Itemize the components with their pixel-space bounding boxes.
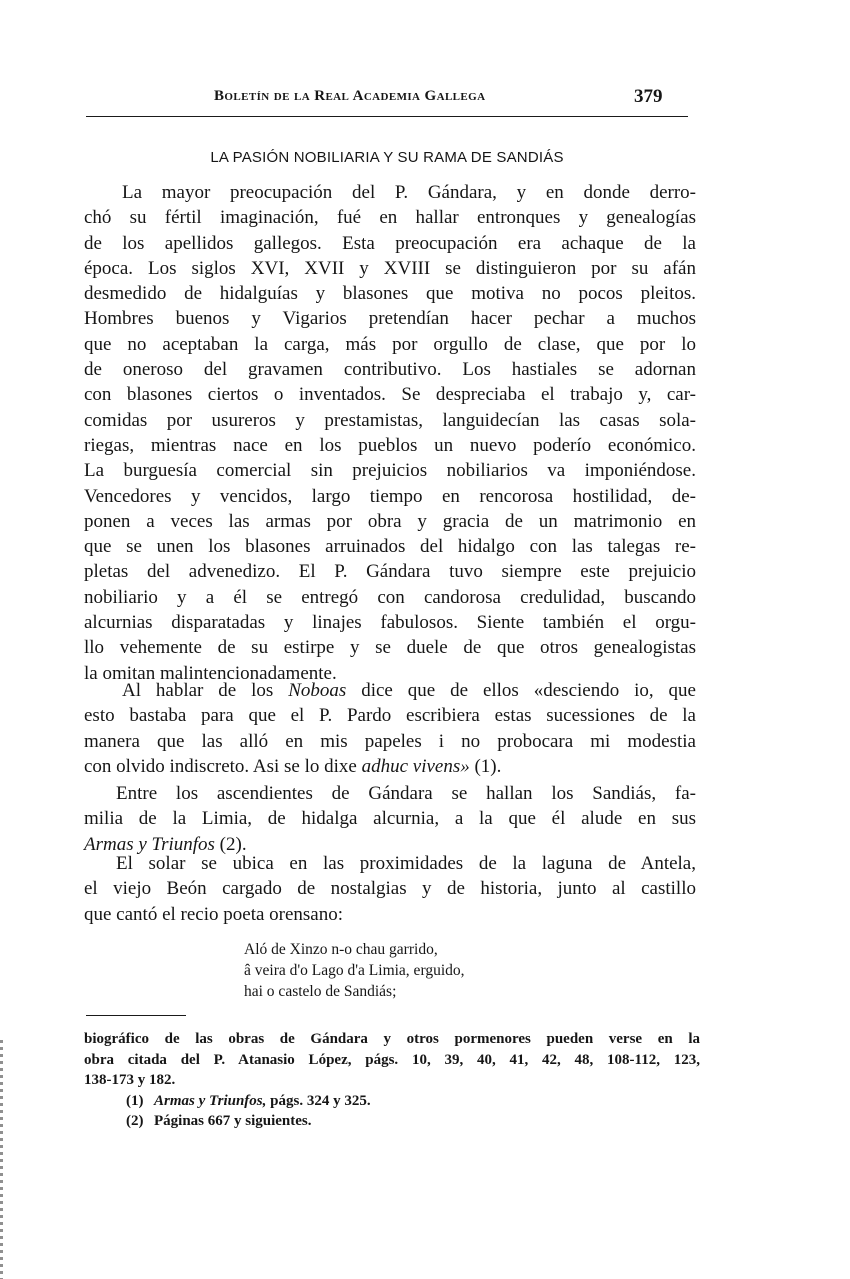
text-line: desmedido de hidalguías y blasones que motiva no pocos pleitos. (84, 283, 696, 305)
verse-line: â veira d'o Lago d'a Limia, erguido, (244, 962, 465, 979)
italic-phrase: adhuc vivens» (361, 755, 470, 777)
text-line: nobiliario y a él se entregó con candorosa credulidad, buscando (84, 586, 696, 608)
text-line: Vencedores y vencidos, largo tiempo en rencorosa hostilidad, de- (84, 485, 696, 507)
text-line: manera que las alló en mis papeles i no probocara mi modestia (84, 730, 696, 752)
paragraph-4 (84, 851, 696, 927)
footnotes (84, 1029, 700, 1132)
verse-quotation (244, 939, 604, 1002)
text-line: el viejo Beón cargado de nostalgias y de historia, junto al castillo (84, 878, 696, 900)
italic-title: Noboas (288, 680, 347, 701)
text-line: que cantó el recio poeta orensano: (84, 903, 344, 925)
text-line: chó su fértil imaginación, fué en hallar entronques y genealogías (84, 207, 696, 229)
text-line: la omitan malintencionadamente. (84, 662, 337, 684)
text-line: El solar se ubica en las proximidades de la laguna de Antela, (116, 853, 696, 874)
text-line: pletas del advenedizo. El P. Gándara tuvo siempre este prejuicio (84, 561, 696, 583)
verse-line: hai o castelo de Sandiás; (244, 983, 397, 1000)
text-line: alcurnias disparatadas y linajes fabulosos. Siente también el orgu- (84, 612, 696, 634)
text-line: Al hablar de los Noboas dice que de ellos «desciendo io, que (122, 680, 696, 701)
page-number: 379 (634, 86, 663, 107)
text-line: La burguesía comercial sin prejuicios nobiliarios va imponiéndose. (84, 460, 696, 482)
header-rule (86, 116, 688, 117)
footnote-number: (2) (126, 1113, 144, 1129)
scan-edge (0, 1040, 3, 1279)
text-line: con olvido indiscreto. Asi se lo dixe adhuc vivens» (1). (84, 755, 502, 777)
footnote-number: (1) (126, 1092, 144, 1109)
text-line: de oneroso del gravamen contributivo. Los hastiales se adornan (84, 359, 696, 381)
footnote-2: (2) Páginas 667 y siguientes. (84, 1111, 700, 1132)
text-line: de los apellidos gallegos. Esta preocupación era achaque de la (84, 232, 696, 254)
footnote-line: biográfico de las obras de Gándara y otros pormenores pueden verse en la (84, 1031, 700, 1047)
text-line: Armas y Triunfos (2). (84, 833, 247, 855)
text-line: época. Los siglos XVI, XVII y XVIII se distinguieron por su afán (84, 257, 696, 279)
paragraph-2 (84, 678, 696, 779)
text-line: ponen a veces las armas por obra y gracia de un matrimonio en (84, 510, 696, 532)
text-line: riegas, mientras nace en los pueblos un nuevo poderío económico. (84, 434, 696, 456)
text-line: que se unen los blasones arruinados del hidalgo con las talegas re- (84, 536, 696, 558)
footnote-line: 138-173 y 182. (84, 1072, 176, 1088)
text-line: Entre los ascendientes de Gándara se hallan los Sandiás, fa- (116, 783, 696, 804)
paragraph-1 (84, 180, 696, 686)
footnote-rule (86, 1015, 186, 1016)
text-line: esto bastaba para que el P. Pardo escribiera estas sucessiones de la (84, 705, 696, 727)
italic-title: Armas y Triunfos (84, 833, 215, 855)
verse-line: Aló de Xinzo n-o chau garrido, (244, 941, 438, 958)
text-line: con blasones ciertos o inventados. Se despreciaba el trabajo y, car- (84, 384, 696, 406)
text-line: llo vehemente de su estirpe y se duele de que otros genealogistas (84, 637, 696, 659)
text-line: que no aceptaban la carga, más por orgullo de clase, que por lo (84, 333, 696, 355)
italic-title: Armas y Triunfos, (154, 1092, 267, 1109)
section-title: LA PASIÓN NOBILIARIA Y SU RAMA DE SANDIÁS (210, 149, 564, 166)
paragraph-3 (84, 781, 696, 857)
footnote-line: obra citada del P. Atanasio López, págs. 10, 39, 40, 41, 42, 48, 108-112, 123, (84, 1051, 700, 1068)
text-line: La mayor preocupación del P. Gándara, y en donde derro- (122, 182, 696, 203)
footnote-1: (1) Armas y Triunfos, págs. 324 y 325. (84, 1091, 700, 1112)
text-line: milia de la Limia, de hidalga alcurnia, a la que él alude en sus (84, 808, 696, 830)
text-line: comidas por usureros y prestamistas, languidecían las casas sola- (84, 409, 696, 431)
text-line: Hombres buenos y Vigarios pretendían hacer pechar a muchos (84, 308, 696, 330)
running-title: Boletín de la Real Academia Gallega (214, 88, 486, 104)
